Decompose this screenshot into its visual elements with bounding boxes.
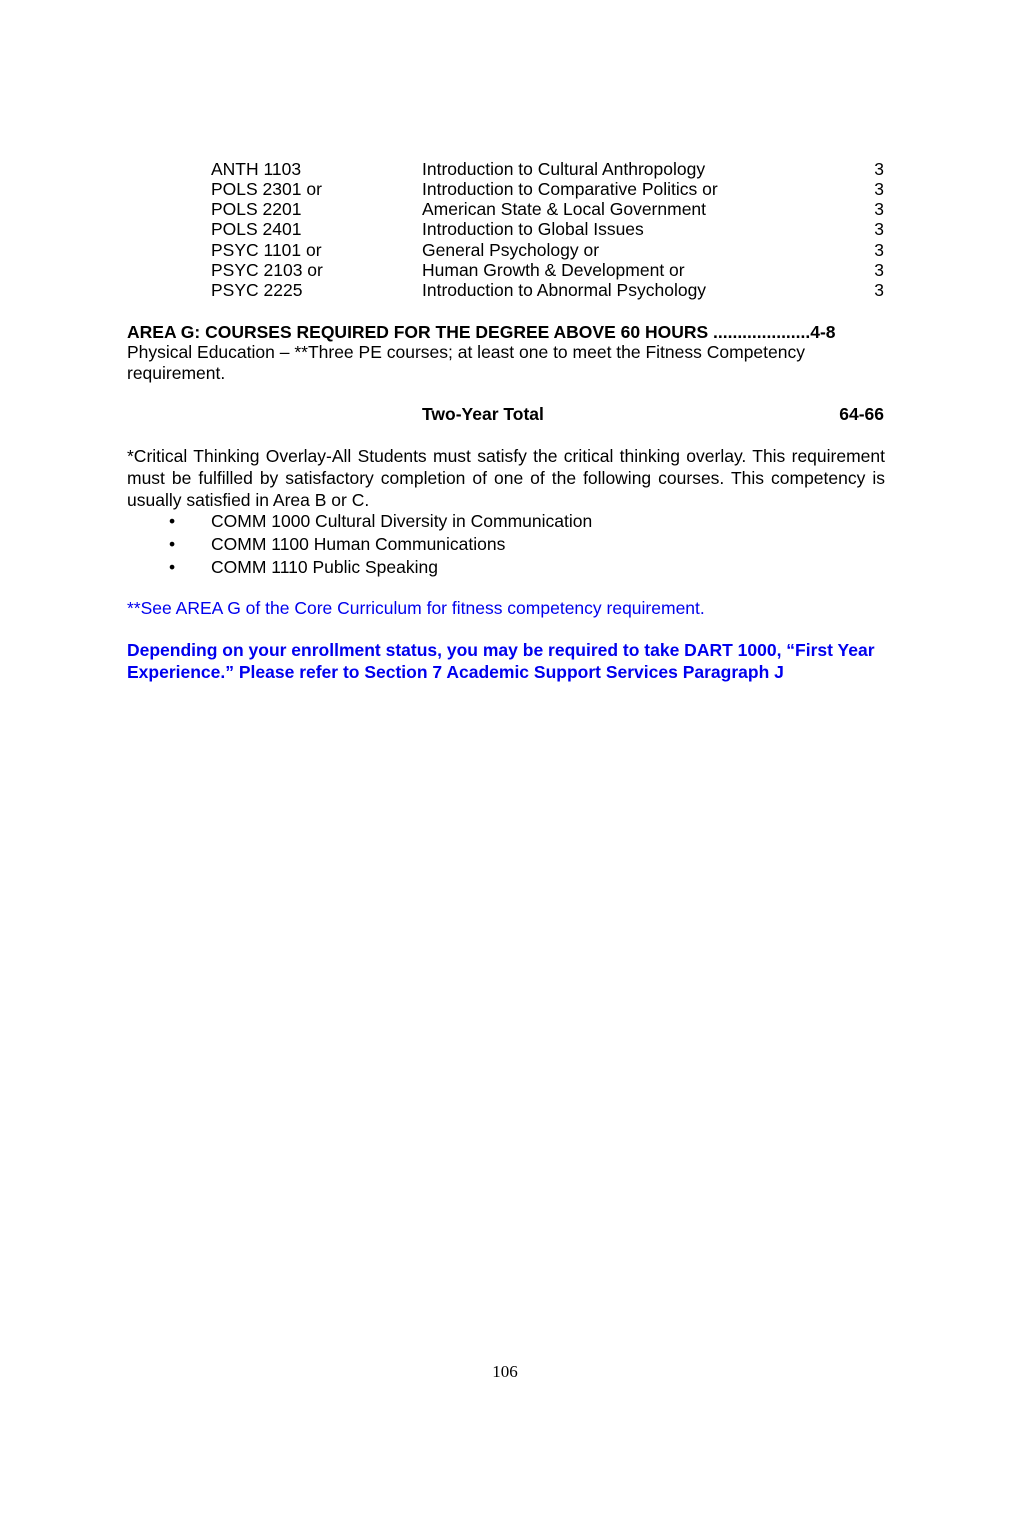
bullet-icon: • xyxy=(169,557,176,577)
course-code: ANTH 1103 xyxy=(211,159,302,179)
course-hours: 3 xyxy=(874,240,884,260)
list-item-text: COMM 1100 Human Communications xyxy=(211,534,506,554)
two-year-total-label: Two-Year Total xyxy=(422,404,544,424)
course-code: PSYC 1101 or xyxy=(211,240,322,260)
course-row xyxy=(211,280,886,300)
course-title: American State & Local Government xyxy=(422,199,707,219)
course-hours: 3 xyxy=(874,199,884,219)
course-hours: 3 xyxy=(874,179,884,199)
list-item-text: COMM 1000 Cultural Diversity in Communication xyxy=(211,511,593,531)
course-code: POLS 2301 or xyxy=(211,179,322,199)
course-title: Introduction to Abnormal Psychology xyxy=(422,280,707,300)
course-row xyxy=(211,199,886,219)
list-item-text: COMM 1110 Public Speaking xyxy=(211,557,438,577)
course-row xyxy=(211,260,886,280)
course-code: PSYC 2225 xyxy=(211,280,303,300)
bullet-icon: • xyxy=(169,534,176,554)
course-title: Introduction to Global Issues xyxy=(422,219,644,239)
course-hours: 3 xyxy=(874,219,884,239)
course-title: Human Growth & Development or xyxy=(422,260,685,280)
course-row xyxy=(211,159,886,179)
course-hours: 3 xyxy=(874,159,884,179)
course-row xyxy=(211,179,886,199)
course-hours: 3 xyxy=(874,280,884,300)
course-row xyxy=(211,219,886,239)
area-g-description: Physical Education – **Three PE courses; at least one to meet the Fitness Competency requirement. xyxy=(127,342,805,383)
course-code: POLS 2201 xyxy=(211,199,302,219)
bullet-icon: • xyxy=(169,511,176,531)
area-g-heading: AREA G: COURSES REQUIRED FOR THE DEGREE ABOVE 60 HOURS ....................4-8 xyxy=(127,322,836,342)
enrollment-status-note: Depending on your enrollment status, you may be required to take DART 1000, “First Year Experience.” Please refer to Section 7 Academic Support Services Paragraph J xyxy=(127,640,875,682)
course-row xyxy=(211,240,886,260)
fitness-competency-note: **See AREA G of the Core Curriculum for fitness competency requirement. xyxy=(127,598,705,618)
two-year-total-value: 64-66 xyxy=(839,404,884,424)
course-title: General Psychology or xyxy=(422,240,600,260)
course-title: Introduction to Comparative Politics or xyxy=(422,179,718,199)
course-hours: 3 xyxy=(874,260,884,280)
critical-thinking-paragraph: *Critical Thinking Overlay-All Students must satisfy the critical thinking overlay. This requirement must be fulfilled by satisfactory completion of one of the following courses. This competency is usually satisfied in Area B or C. xyxy=(127,446,885,510)
course-title: Introduction to Cultural Anthropology xyxy=(422,159,706,179)
course-code: PSYC 2103 or xyxy=(211,260,323,280)
course-code: POLS 2401 xyxy=(211,219,302,239)
page-number: 106 xyxy=(492,1362,518,1381)
